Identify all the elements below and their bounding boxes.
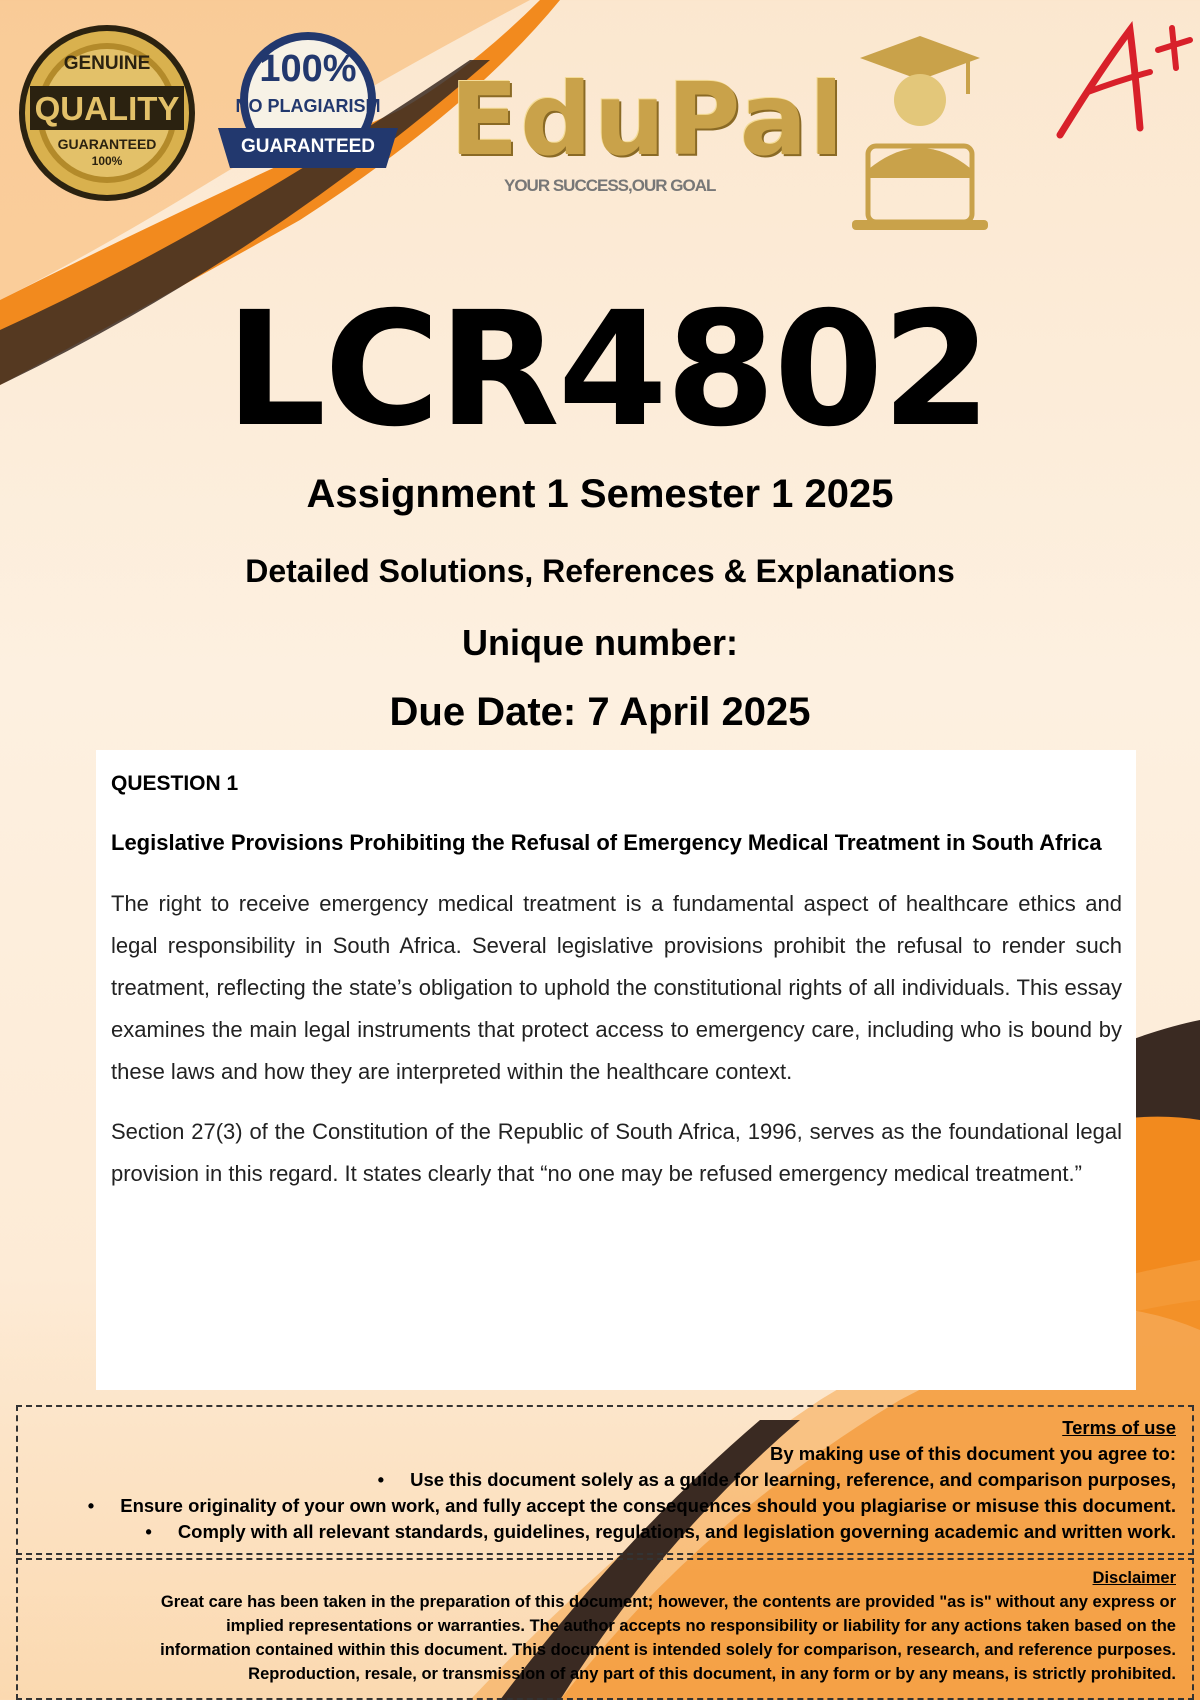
- disclaimer-box: [16, 1558, 1194, 1700]
- logo-wordmark: EduPal: [450, 61, 846, 178]
- disclaimer-title: Disclaimer: [1092, 1569, 1176, 1587]
- badge-text-guaranteed: GUARANTEED: [57, 136, 157, 152]
- paragraph-1: The right to receive emergency medical treatment is a fundamental aspect of healthcare ethics and legal responsibility in South Africa. Several legislative provisions prohibit the refusal to render such treatment, reflecting the state’s obligation to uphold the constitutional rights of all individuals. This essay examines the main legal instruments that protect access to emergency care, including who is bound by these laws and how they are interpreted within the healthcare context.: [111, 891, 1122, 1084]
- badge-text-no-plagiarism: NO PLAGIARISM: [235, 96, 381, 116]
- disclaimer-line: implied representations or warranties. The author accepts no responsibility or liability for any actions taken based on the: [226, 1617, 1176, 1635]
- content-card: [96, 750, 1136, 1390]
- due-date: Due Date: 7 April 2025: [389, 690, 811, 734]
- course-code: LCR4802: [225, 278, 990, 462]
- paragraph-2: Section 27(3) of the Constitution of the Republic of South Africa, 1996, serves as the foundational legal provision in this regard. It states clearly that “no one may be refused emergency medical treatment.”: [111, 1119, 1122, 1186]
- question-label: QUESTION 1: [111, 772, 239, 795]
- disclaimer-line: information contained within this document. This document is intended solely for comparison, research, and reference purposes.: [160, 1641, 1176, 1659]
- disclaimer-line: Reproduction, resale, or transmission of any part of this document, in any form or by any means, is strictly prohibited.: [248, 1665, 1176, 1683]
- badge-text-percent: 100%: [259, 48, 357, 90]
- genuine-quality-badge: [12, 18, 202, 208]
- document-subtitle: Detailed Solutions, References & Explanations: [245, 553, 955, 589]
- badge-text-quality: QUALITY: [34, 90, 180, 127]
- edupal-logo: [450, 61, 846, 195]
- badge-text-guaranteed-ribbon: GUARANTEED: [240, 136, 376, 157]
- terms-item: • Ensure originality of your own work, and fully accept the consequences should you plagiarise or misuse this document.: [87, 1495, 1176, 1516]
- terms-intro: By making use of this document you agree to:: [769, 1443, 1176, 1464]
- a-plus-mark: [1040, 10, 1200, 150]
- badge-text-100: 100%: [91, 154, 123, 168]
- graduate-laptop-icon: [830, 28, 1000, 238]
- assignment-title: Assignment 1 Semester 1 2025: [306, 472, 894, 516]
- question-heading: Legislative Provisions Prohibiting the Refusal of Emergency Medical Treatment in South Africa: [111, 830, 1102, 855]
- terms-title: Terms of use: [1062, 1417, 1176, 1438]
- badge-text-genuine: GENUINE: [63, 53, 151, 74]
- no-plagiarism-badge: [208, 28, 408, 178]
- terms-item: • Use this document solely as a guide for learning, reference, and comparison purposes,: [377, 1469, 1176, 1490]
- logo-tagline: YOUR SUCCESS,OUR GOAL: [504, 176, 716, 195]
- terms-of-use-box: [16, 1405, 1194, 1555]
- disclaimer-line: Great care has been taken in the preparation of this document; however, the contents are provided "as is" without any express or: [160, 1593, 1176, 1611]
- terms-item: • Comply with all relevant standards, guidelines, regulations, and legislation governing academic and written work.: [145, 1521, 1176, 1542]
- unique-number: Unique number:: [462, 622, 738, 663]
